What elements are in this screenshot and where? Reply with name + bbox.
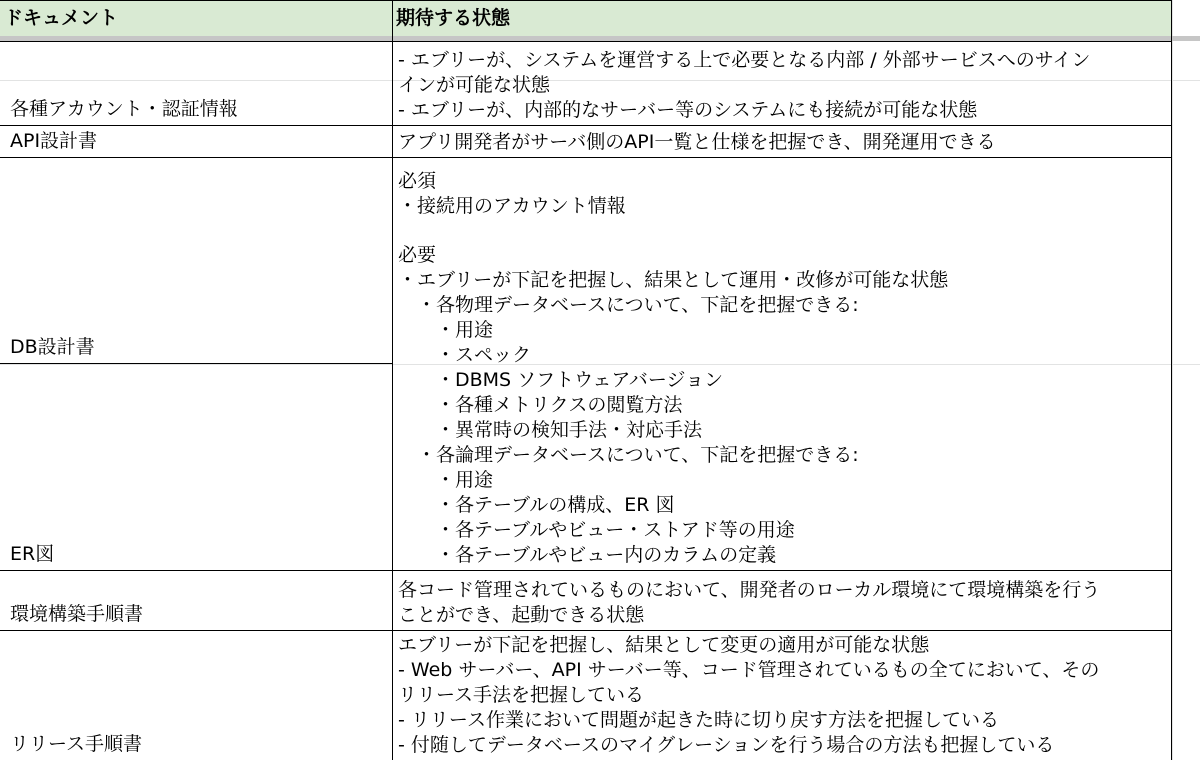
cell-border xyxy=(0,570,1172,571)
expected-state-line: ・スペック xyxy=(398,344,532,366)
expected-state-line: ことができ、起動できる状態 xyxy=(398,604,645,626)
table-cell-document[interactable] xyxy=(0,41,392,125)
cell-border xyxy=(0,157,1172,158)
table-cell-expected-state[interactable] xyxy=(392,41,1172,125)
expected-state-line: アプリ開発者がサーバ側のAPI一覧と仕様を把握でき、開発運用できる xyxy=(398,131,996,153)
expected-state-line: - Web サーバー、API サーバー等、コード管理されているもの全てにおいて、その xyxy=(398,659,1100,681)
cell-border xyxy=(392,0,393,760)
cell-border xyxy=(0,363,392,364)
expected-state-line: インが可能な状態 xyxy=(398,74,551,96)
expected-state-line: - エブリーが、内部的なサーバー等のシステムにも接続が可能な状態 xyxy=(398,99,978,121)
document-name: リリース手順書 xyxy=(10,733,143,755)
expected-state-line: ・各種メトリクスの閲覧方法 xyxy=(398,394,683,416)
expected-state-line: 必須 xyxy=(398,170,437,192)
expected-state-line: ・接続用のアカウント情報 xyxy=(398,195,626,217)
expected-state-line: ・エブリーが下記を把握し、結果として運用・改修が可能な状態 xyxy=(398,269,949,291)
expected-state-line: ・DBMS ソフトウェアバージョン xyxy=(398,369,724,391)
table-cell-document[interactable] xyxy=(0,630,392,760)
document-name: 環境構築手順書 xyxy=(10,603,144,625)
expected-state-line: - 付随してデータベースのマイグレーションを行う場合の方法も把握している xyxy=(398,734,1055,756)
expected-state-line: 各コード管理されているものにおいて、開発者のローカル環境にて環境構築を行う xyxy=(398,579,1101,601)
document-name: DB設計書 xyxy=(10,336,95,358)
expected-state-line: ・用途 xyxy=(398,319,494,341)
gridline xyxy=(1172,0,1173,760)
header-expected-state-label: 期待する状態 xyxy=(396,6,511,29)
cell-border xyxy=(0,41,1172,42)
expected-state-line: ・用途 xyxy=(398,469,494,491)
expected-state-line: ・異常時の検知手法・対応手法 xyxy=(398,419,703,441)
document-name: API設計書 xyxy=(10,130,98,152)
table-cell-document[interactable] xyxy=(0,157,392,363)
document-name: 各種アカウント・認証情報 xyxy=(10,98,238,120)
expected-state-line xyxy=(398,219,1172,243)
table-cell-expected-state[interactable] xyxy=(392,570,1172,630)
table-cell-expected-state[interactable] xyxy=(392,125,1172,157)
header-cell-expected-state[interactable] xyxy=(392,0,1172,36)
cell-border xyxy=(0,0,1172,1)
table-cell-document[interactable] xyxy=(0,363,392,570)
header-document-label: ドキュメント xyxy=(4,6,119,29)
expected-state-line: ・各物理データベースについて、下記を把握できる: xyxy=(398,294,859,316)
table-cell-document[interactable] xyxy=(0,125,392,157)
expected-state-line: - エブリーが、システムを運営する上で必要となる内部 / 外部サービスへのサイン xyxy=(398,49,1091,71)
header-cell-document[interactable] xyxy=(0,0,392,36)
expected-state-line: ・各テーブルやビュー内のカラムの定義 xyxy=(398,544,777,566)
expected-state-line: ・各論理データベースについて、下記を把握できる: xyxy=(398,444,859,466)
cell-border xyxy=(1171,0,1172,760)
table-cell-expected-state-merged[interactable] xyxy=(392,157,1172,570)
document-name: ER図 xyxy=(10,543,55,565)
expected-state-line: - リリース作業において問題が起きた時に切り戻す方法を把握している xyxy=(398,709,999,731)
expected-state-line: 必要 xyxy=(398,244,437,266)
expected-state-line: ・各テーブルやビュー・ストアド等の用途 xyxy=(398,519,795,541)
cell-border xyxy=(0,125,1172,126)
cell-border xyxy=(0,630,1172,631)
expected-state-line: エブリーが下記を把握し、結果として変更の適用が可能な状態 xyxy=(398,634,930,656)
table-cell-document[interactable] xyxy=(0,570,392,630)
expected-state-line: リリース手法を把握している xyxy=(398,684,645,706)
table-cell-expected-state[interactable] xyxy=(392,630,1172,760)
expected-state-line: ・各テーブルの構成、ER 図 xyxy=(398,494,675,516)
